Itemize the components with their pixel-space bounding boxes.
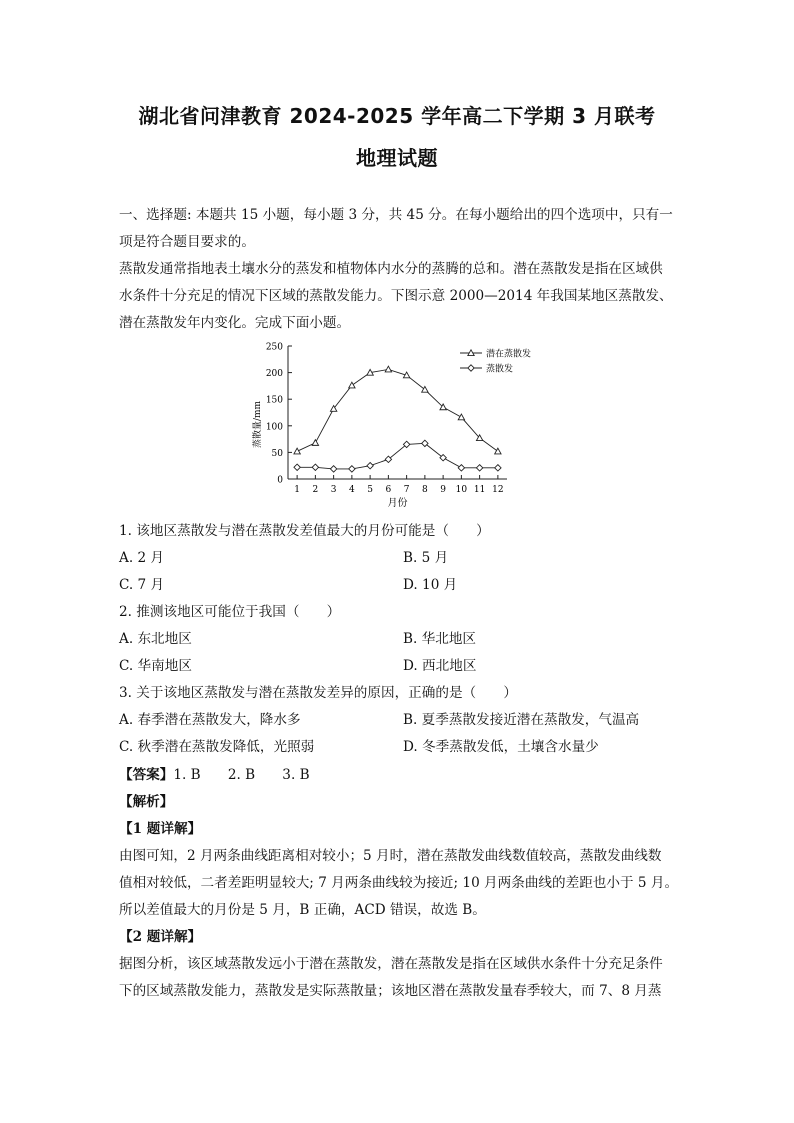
analysis-q1-line2: 值相对较低，二者差距明显较大; 7 月两条曲线较为接近; 10 月两条曲线的差距也小于 5 月。 xyxy=(119,875,679,891)
x-tick-label: 10 xyxy=(455,485,468,495)
answer-label: 【答案】 xyxy=(119,767,174,783)
x-tick-label: 11 xyxy=(473,485,486,495)
stem-line3: 潜在蒸散发年内变化。完成下面小题。 xyxy=(119,315,351,331)
section-instruction-line2: 项是符合题目要求的。 xyxy=(119,234,255,250)
analysis-q2-line2: 下的区域蒸散发能力，蒸散发是实际蒸散量；该地区潜在蒸散发量春季较大，而 7、8 月蒸 xyxy=(119,983,662,999)
question-3-stem: 3. 关于该地区蒸散发与潜在蒸散发差异的原因，正确的是（ ） xyxy=(119,685,517,701)
x-tick-label: 7 xyxy=(403,485,410,495)
data-point-series-1 xyxy=(312,440,318,446)
data-point-series-2 xyxy=(458,465,464,471)
x-tick-label: 2 xyxy=(312,485,319,495)
x-tick-label: 4 xyxy=(349,485,355,495)
question-1-stem: 1. 该地区蒸散发与潜在蒸散发差值最大的月份可能是（ ） xyxy=(119,523,490,539)
data-point-series-1 xyxy=(385,366,391,372)
analysis-q2-label: 【2 题详解】 xyxy=(119,929,202,945)
x-tick-label: 1 xyxy=(294,485,300,495)
question-3-option-d: D. 冬季蒸散发低，土壤含水量少 xyxy=(403,739,599,755)
data-point-series-2 xyxy=(495,465,501,471)
chart-x-axis-label: 月份 xyxy=(387,498,408,509)
analysis-label: 【解析】 xyxy=(119,794,174,810)
data-point-series-2 xyxy=(476,465,482,471)
data-point-series-2 xyxy=(294,464,300,470)
question-1-option-c: C. 7 月 xyxy=(119,577,165,593)
x-tick-label: 12 xyxy=(492,485,504,495)
document-title: 湖北省问津教育 2024-2025 学年高二下学期 3 月联考 xyxy=(138,104,656,128)
y-tick-label: 100 xyxy=(265,422,283,433)
legend-label: 蒸散发 xyxy=(486,364,514,375)
section-instruction-line1: 一、选择题: 本题共 15 小题，每小题 3 分，共 45 分。在每小题给出的四个选项中，只有一 xyxy=(119,207,673,223)
question-2-option-d: D. 西北地区 xyxy=(403,658,477,674)
chart-series-points xyxy=(294,366,501,472)
question-3-option-c: C. 秋季潜在蒸散发降低，光照弱 xyxy=(119,739,315,755)
x-tick-label: 9 xyxy=(440,485,446,495)
answer-line xyxy=(119,763,310,783)
stem-line2: 水条件十分充足的情况下区域的蒸散发能力。下图示意 2000—2014 年我国某地区蒸散发、 xyxy=(119,288,673,304)
stem-line1: 蒸散发通常指地表土壤水分的蒸发和植物体内水分的蒸腾的总和。潜在蒸散发是指在区域供 xyxy=(119,261,663,277)
data-point-series-2 xyxy=(330,466,336,472)
evapotranspiration-chart xyxy=(240,336,540,514)
data-point-series-1 xyxy=(349,382,355,388)
question-2-option-c: C. 华南地区 xyxy=(119,658,192,674)
series-line-1 xyxy=(297,369,498,451)
x-tick-label: 5 xyxy=(367,485,373,495)
y-tick-label: 50 xyxy=(271,448,283,459)
analysis-q2-line1: 据图分析，该区域蒸散发远小于潜在蒸散发，潜在蒸散发是指在区域供水条件十分充足条件 xyxy=(119,956,663,972)
analysis-q1-line1: 由图可知，2 月两条曲线距离相对较小；5 月时，潜在蒸散发曲线数值较高，蒸散发曲线数 xyxy=(119,848,662,864)
question-3-option-a: A. 春季潜在蒸散发大，降水多 xyxy=(119,712,301,728)
data-point-series-2 xyxy=(312,464,318,470)
series-line-2 xyxy=(297,443,498,469)
document-subtitle: 地理试题 xyxy=(356,146,438,170)
question-1-option-a: A. 2 月 xyxy=(119,550,165,566)
analysis-q1-line3: 所以差值最大的月份是 5 月，B 正确，ACD 错误，故选 B。 xyxy=(119,902,486,918)
y-tick-label: 200 xyxy=(265,369,283,380)
question-2-stem: 2. 推测该地区可能位于我国（ ） xyxy=(119,604,341,620)
legend-marker xyxy=(468,365,474,371)
x-tick-label: 6 xyxy=(385,485,392,495)
legend-label: 潜在蒸散发 xyxy=(486,349,532,360)
y-tick-label: 250 xyxy=(265,342,283,353)
question-2-option-b: B. 华北地区 xyxy=(403,631,477,647)
x-tick-label: 3 xyxy=(330,485,337,495)
data-point-series-2 xyxy=(349,466,355,472)
chart-series-lines xyxy=(297,369,498,468)
y-tick-label: 150 xyxy=(265,395,283,406)
data-point-series-2 xyxy=(367,463,373,469)
question-1-option-b: B. 5 月 xyxy=(403,550,449,566)
question-2-option-a: A. 东北地区 xyxy=(119,631,192,647)
answer-text: 1. B 2. B 3. B xyxy=(173,767,310,783)
question-3-option-b: B. 夏季蒸散发接近潜在蒸散发，气温高 xyxy=(403,712,640,728)
data-point-series-1 xyxy=(458,414,464,420)
data-point-series-1 xyxy=(294,448,300,454)
chart-axes xyxy=(288,346,507,479)
chart-legend xyxy=(460,348,531,375)
chart-x-ticks xyxy=(294,475,503,495)
data-point-series-1 xyxy=(495,448,501,454)
chart-y-axis-label: 蒸散量/mm xyxy=(253,400,263,449)
x-tick-label: 8 xyxy=(422,485,428,495)
analysis-q1-label: 【1 题详解】 xyxy=(119,821,202,837)
question-1-option-d: D. 10 月 xyxy=(403,577,458,593)
y-tick-label: 0 xyxy=(277,475,283,486)
